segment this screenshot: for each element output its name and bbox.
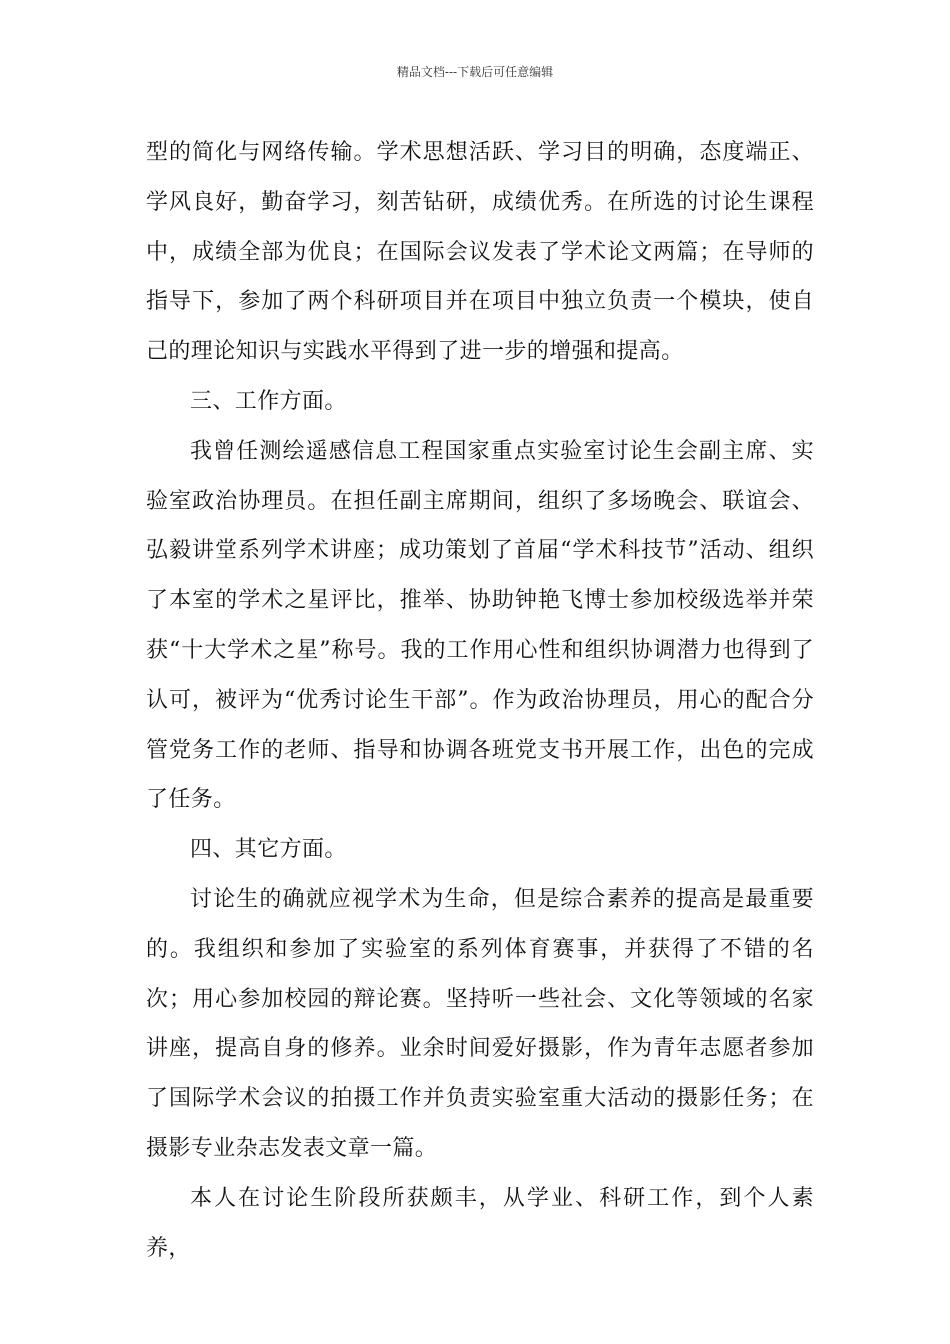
paragraph-summary: 本人在讨论生阶段所获颇丰，从学业、科研工作，到个人素养， — [146, 1185, 814, 1261]
section-heading-work: 三、工作方面。 — [190, 388, 347, 414]
paragraph-academic-continued: 型的简化与网络传输。学术思想活跃、学习目的明确，态度端正、学风良好，勤奋学习，刻苦钻研，成绩优秀。在所选的讨论生课程中，成绩全部为优良；在国际会议发表了学术论文两篇；在导师的指导下，参加了两个科研项目并在项目中独立负责一个模块，使自己的理论知识与实践水平得到了进一步的增强和提高。 — [146, 140, 814, 365]
paragraph-other: 讨论生的确就应视学术为生命，但是综合素养的提高是最重要的。我组织和参加了实验室的系列体育赛事，并获得了不错的名次；用心参加校园的辩论赛。坚持听一些社会、文化等领域的名家讲座，提高自身的修养。业余时间爱好摄影，作为青年志愿者参加了国际学术会议的拍摄工作并负责实验室重大活动的摄影任务；在摄影专业杂志发表文章一篇。 — [146, 886, 814, 1161]
paragraph-work: 我曾任测绘遥感信息工程国家重点实验室讨论生会副主席、实验室政治协理员。在担任副主席期间，组织了多场晚会、联谊会、弘毅讲堂系列学术讲座；成功策划了首届“学术科技节”活动、组织了本室的学术之星评比，推举、协助钟艳飞博士参加校级选举并荣获“十大学术之星”称号。我的工作用心性和组织协调潜力也得到了认可，被评为“优秀讨论生干部”。作为政治协理员，用心的配合分管党务工作的老师、指导和协调各班党支书开展工作，出色的完成了任务。 — [146, 438, 814, 813]
section-heading-other: 四、其它方面。 — [190, 837, 347, 863]
page-header: 精品文档---下载后可任意编辑 — [396, 65, 554, 79]
document-body — [146, 128, 814, 1273]
